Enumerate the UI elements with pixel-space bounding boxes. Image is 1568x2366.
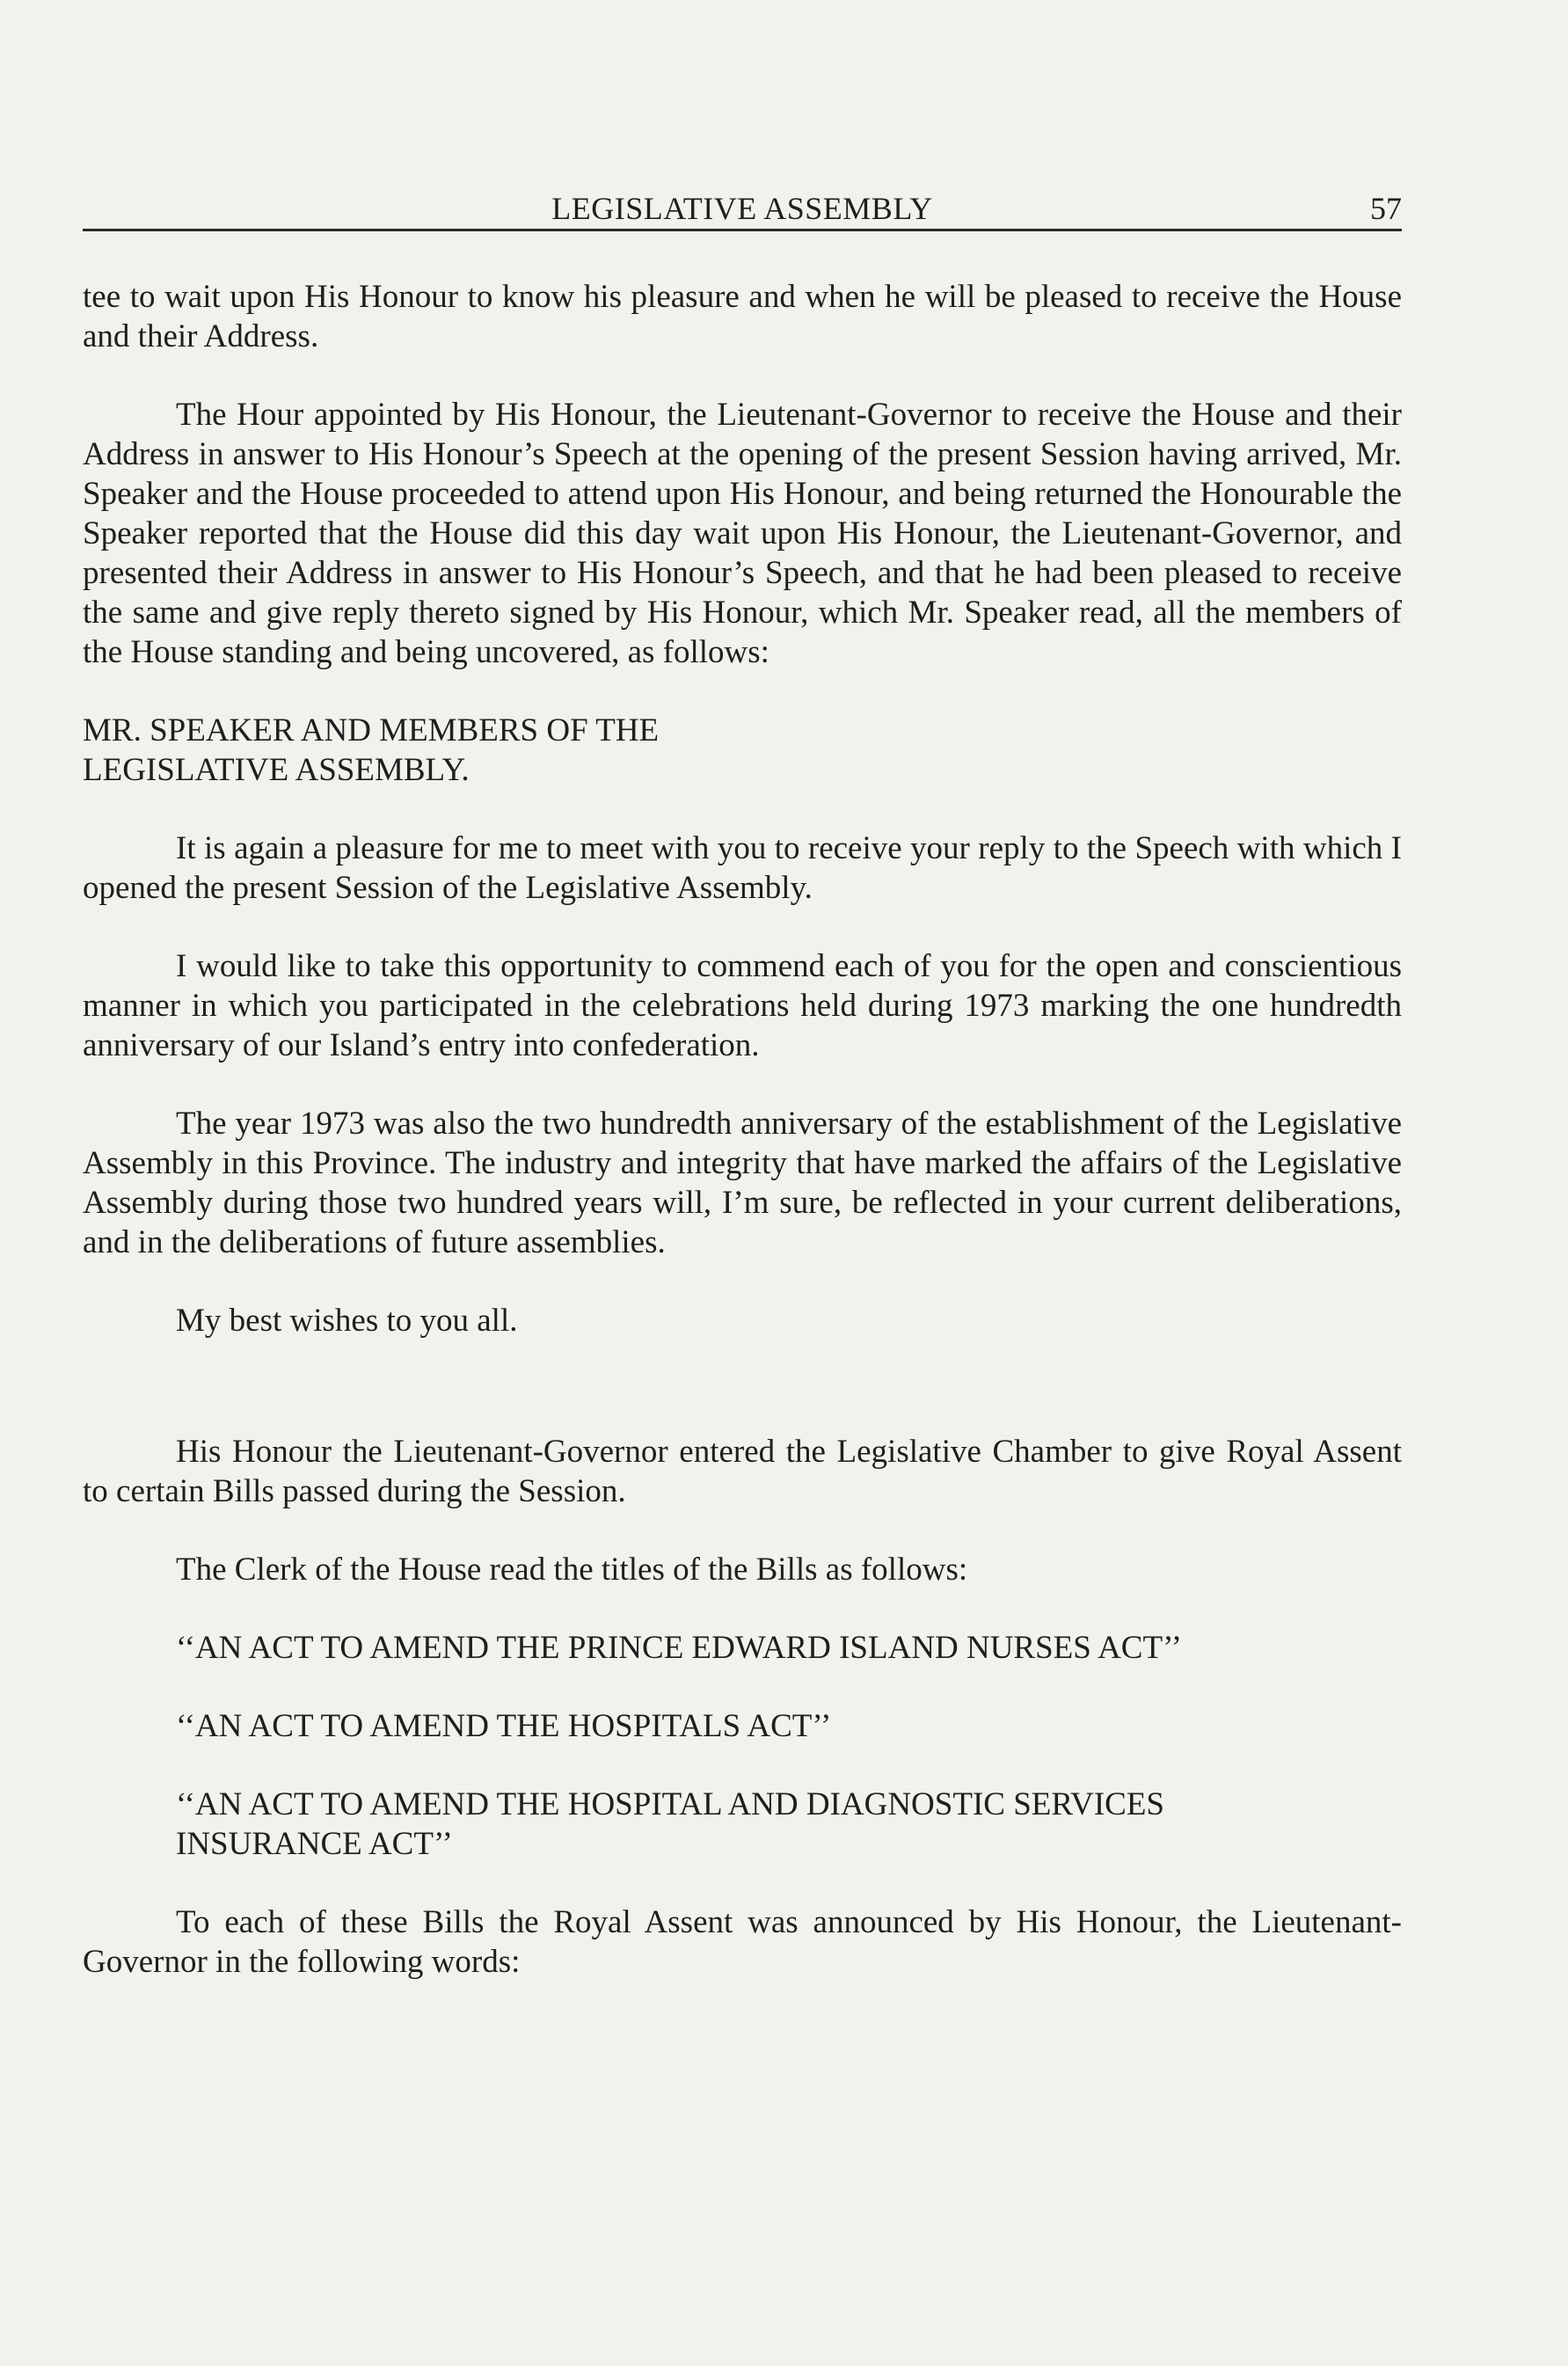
page-body — [83, 277, 1402, 1982]
paragraph-clerk: The Clerk of the House read the titles of the Bills as follows: — [176, 1552, 968, 1588]
bill-title: ‘‘AN ACT TO AMEND THE HOSPITALS ACT’’ — [176, 1708, 832, 1744]
paragraph-address-report: The Hour appointed by His Honour, the Lieutenant-Governor to receive the House and their Address in answer to His Honour’s Speech at the opening of the present Session having arrived, Mr. Speaker and the House proceeded to attend upon His Honour, and being returned the Honourable the Speaker reported that the House did this day wait upon His Honour, the Lieutenant-Governor, and presented their Address in answer to His Honour’s Speech, and that he had been pleased to receive the same and give reply thereto signed by His Honour, which Mr. Speaker read, all the members of the House standing and being uncovered, as follows: — [83, 397, 1402, 670]
paragraph-commendation: I would like to take this opportunity to commend each of you for the open and conscientious manner in which you participated in the celebrations held during 1973 marking the one hundredth anniversary of our Island’s entry into confederation. — [83, 948, 1402, 1063]
document-page — [83, 176, 1402, 2020]
paragraph-anniversary: The year 1973 was also the two hundredth anniversary of the establishment of the Legislative Assembly in this Province. The industry and integrity that have marked the affairs of the Legislative Assembly during those two hundred years will, I’m sure, be reflected in your current deliberations, and in the deliberations of future assemblies. — [83, 1106, 1402, 1260]
running-head: LEGISLATIVE ASSEMBLY — [551, 191, 933, 226]
page-number: 57 — [1370, 191, 1402, 226]
bill-title: ‘‘AN ACT TO AMEND THE PRINCE EDWARD ISLAND NURSES ACT’’ — [176, 1630, 1182, 1666]
salutation-line: MR. SPEAKER AND MEMBERS OF THE — [83, 712, 660, 749]
paragraph-royal-assent: His Honour the Lieutenant-Governor entered the Legislative Chamber to give Royal Assent to certain Bills passed during the Session. — [83, 1434, 1402, 1509]
paragraph-assent-words: To each of these Bills the Royal Assent was announced by His Honour, the Lieutenant-Governor in the following words: — [83, 1904, 1402, 1980]
paragraph-reply: It is again a pleasure for me to meet with you to receive your reply to the Speech with which I opened the present Session of the Legislative Assembly. — [83, 830, 1402, 906]
salutation-line: LEGISLATIVE ASSEMBLY. — [83, 752, 470, 788]
salutation — [83, 711, 1402, 790]
page-header — [83, 176, 1402, 231]
section-gap — [83, 1379, 1402, 1432]
bill-title: ‘‘AN ACT TO AMEND THE HOSPITAL AND DIAGNOSTIC SERVICES INSURANCE ACT’’ — [176, 1786, 1165, 1862]
paragraph-continuation: tee to wait upon His Honour to know his pleasure and when he will be pleased to receive the House and their Address. — [83, 279, 1402, 354]
paragraph-best-wishes: My best wishes to you all. — [176, 1303, 518, 1339]
